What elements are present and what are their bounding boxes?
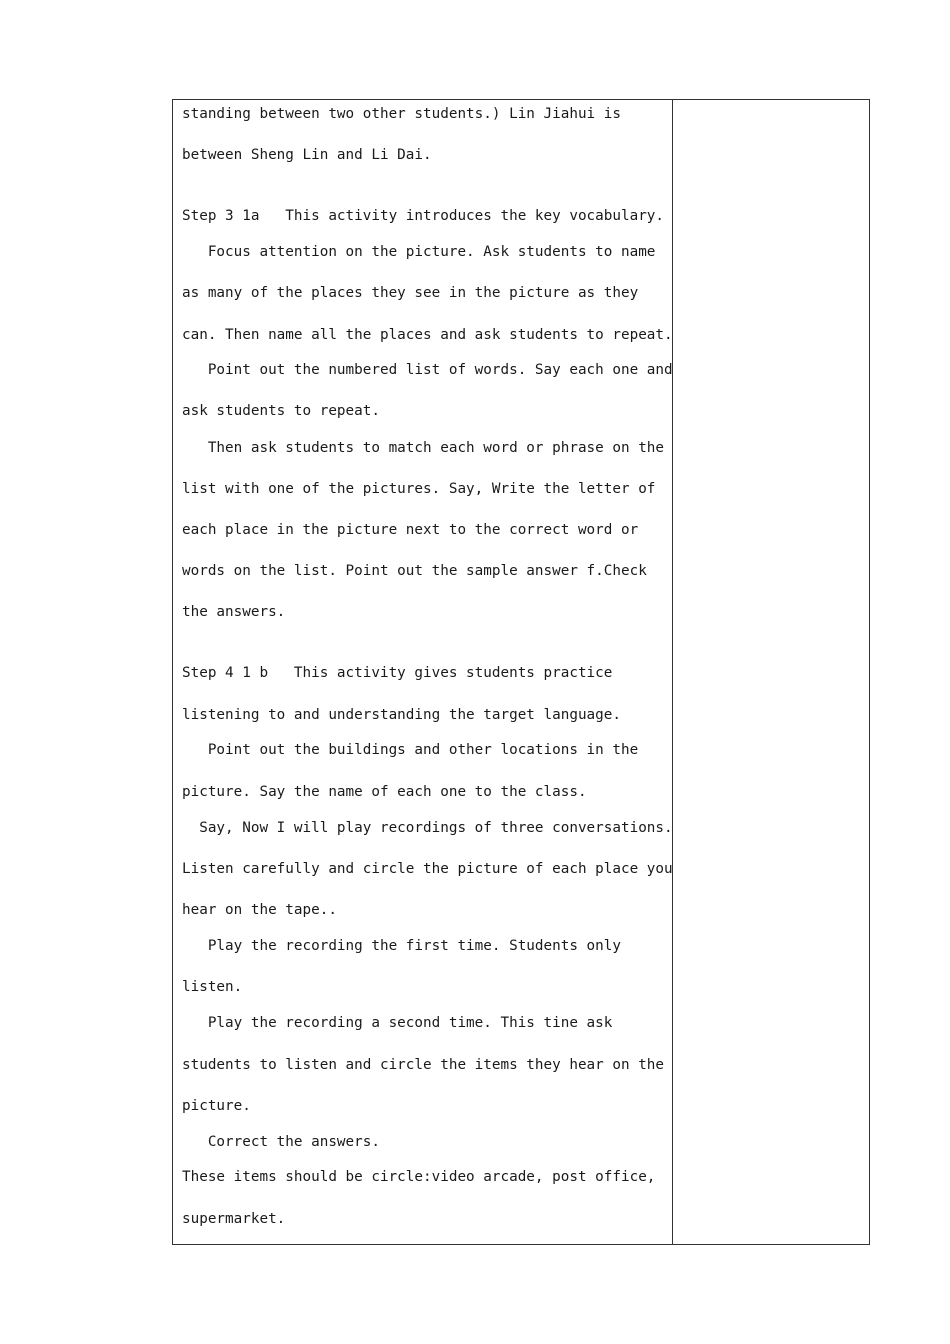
text-line: Point out the buildings and other locations in the: [182, 742, 639, 758]
procedure-text: [173, 100, 672, 1244]
table-row: [173, 100, 870, 1245]
text-line: Focus attention on the picture. Ask students to name: [182, 244, 656, 260]
text-line: students to listen and circle the items they hear on the: [182, 1057, 665, 1073]
text-line: supermarket.: [182, 1211, 286, 1227]
text-line: picture. Say the name of each one to the class.: [182, 784, 587, 800]
text-line: Play the recording a second time. This tine ask: [182, 1015, 613, 1031]
text-line: ask students to repeat.: [182, 403, 380, 419]
text-line: as many of the places they see in the picture as they: [182, 285, 639, 301]
text-line: between Sheng Lin and Li Dai.: [182, 147, 432, 163]
text-line: listen.: [182, 979, 243, 995]
text-line: standing between two other students.) Lin Jiahui is: [182, 106, 621, 122]
text-line: words on the list. Point out the sample answer f.Check: [182, 563, 647, 579]
text-line: These items should be circle:video arcade, post office,: [182, 1169, 656, 1185]
notes-cell: [673, 100, 870, 1245]
text-line: picture.: [182, 1098, 251, 1114]
procedure-cell: [173, 100, 673, 1245]
text-line: listening to and understanding the target language.: [182, 707, 621, 723]
step-heading: Step 4 1 b This activity gives students practice: [182, 665, 613, 681]
text-line: the answers.: [182, 604, 286, 620]
text-line: list with one of the pictures. Say, Write the letter of: [182, 481, 656, 497]
text-line: can. Then name all the places and ask students to repeat.: [182, 327, 673, 343]
text-line: Then ask students to match each word or phrase on the: [182, 440, 665, 456]
text-line: Correct the answers.: [182, 1134, 380, 1150]
text-line: Say, Now I will play recordings of three conversations.: [182, 820, 673, 836]
text-line: Listen carefully and circle the picture of each place you: [182, 861, 673, 877]
text-line: each place in the picture next to the correct word or: [182, 522, 639, 538]
text-line: Point out the numbered list of words. Say each one and: [182, 362, 673, 378]
lesson-plan-table: [172, 99, 870, 1245]
text-line: hear on the tape..: [182, 902, 337, 918]
text-line: Play the recording the first time. Students only: [182, 938, 621, 954]
step-heading: Step 3 1a This activity introduces the key vocabulary.: [182, 208, 665, 224]
